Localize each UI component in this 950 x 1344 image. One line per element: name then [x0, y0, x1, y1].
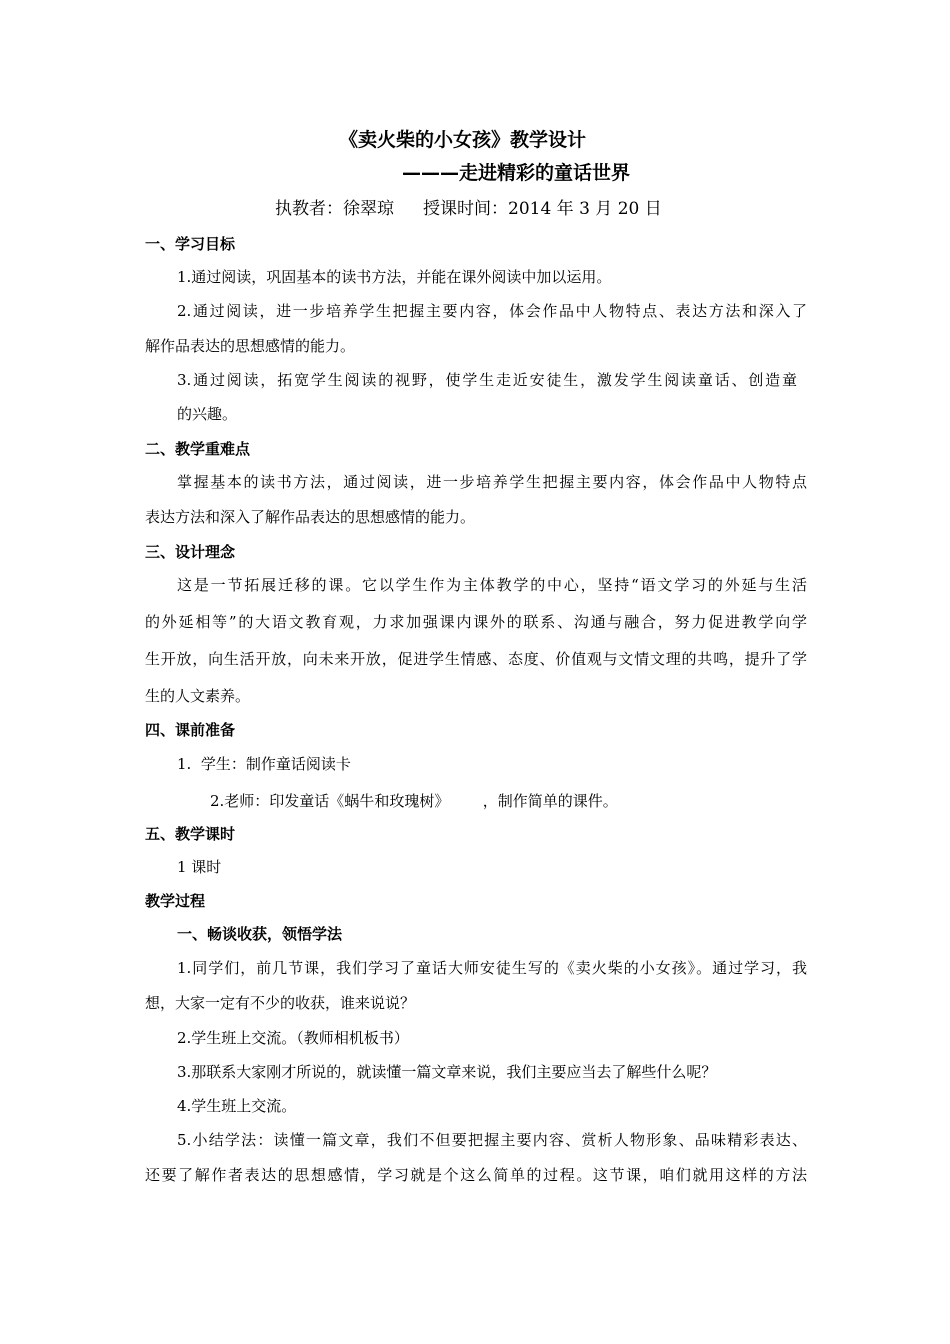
paragraph-line: 想，大家一定有不少的收获，谁来说说？	[145, 994, 416, 1012]
lesson-time: 授课时间：2014 年 3 月 20 日	[423, 199, 662, 219]
paragraph-line: 1 课时	[177, 858, 222, 876]
paragraph-line: 解作品表达的思想感情的能力。	[145, 337, 356, 355]
section-heading: 一、学习目标	[145, 235, 236, 253]
paragraph-line: 1.同学们，前几节课，我们学习了童话大师安徒生写的《卖火柴的小女孩》。通过学习，我	[177, 959, 807, 977]
section-heading: 教学过程	[145, 892, 206, 910]
paragraph-line: 2.通过阅读，进一步培养学生把握主要内容，体会作品中人物特点、表达方法和深入了	[177, 302, 807, 320]
subsection-heading: 一、畅谈收获，领悟学法	[177, 925, 343, 943]
paragraph-line: 生开放，向生活开放，向未来开放，促进学生情感、态度、价值观与文情文理的共鸣，提升了学	[145, 650, 807, 668]
paragraph-line: 生的人文素养。	[145, 687, 251, 705]
paragraph-line: 表达方法和深入了解作品表达的思想感情的能力。	[145, 508, 476, 526]
paragraph-line: 的外延相等”的大语文教育观，力求加强课内课外的联系、沟通与融合，努力促进教学向学	[145, 613, 807, 631]
paragraph-line: 还要了解作者表达的思想感情，学习就是个这么简单的过程。这节课，咱们就用这样的方法	[145, 1166, 807, 1184]
paragraph-line: 的兴趣。	[177, 405, 238, 423]
paragraph-line: 4.学生班上交流。	[177, 1097, 297, 1115]
paragraph-line: 1.通过阅读，巩固基本的读书方法，并能在课外阅读中加以运用。	[177, 268, 612, 286]
teacher-info: 执教者：徐翠琼	[275, 199, 394, 219]
paragraph-line: 这是一节拓展迁移的课。它以学生作为主体教学的中心，坚持“语文学习的外延与生活	[177, 576, 807, 594]
paragraph-line: 1. 学生：制作童话阅读卡	[177, 755, 351, 773]
section-heading: 四、课前准备	[145, 721, 236, 739]
paragraph-line: 2.老师：印发童话《蜗牛和玫瑰树》 ，制作简单的课件。	[210, 792, 618, 810]
document-subtitle: ———走进精彩的童话世界	[402, 162, 631, 184]
paragraph-line: 掌握基本的读书方法，通过阅读，进一步培养学生把握主要内容，体会作品中人物特点	[177, 473, 807, 491]
section-heading: 二、教学重难点	[145, 440, 251, 458]
paragraph-line: 3.那联系大家刚才所说的，就读懂一篇文章来说，我们主要应当去了解些什么呢？	[177, 1063, 717, 1081]
paragraph-line: 3.通过阅读，拓宽学生阅读的视野，使学生走近安徒生，激发学生阅读童话、创造童	[177, 371, 797, 389]
section-heading: 三、设计理念	[145, 543, 236, 561]
paragraph-line: 5.小结学法：读懂一篇文章，我们不但要把握主要内容、赏析人物形象、品味精彩表达、	[177, 1131, 807, 1149]
document-title: 《卖火柴的小女孩》教学设计	[339, 129, 587, 151]
paragraph-line: 2.学生班上交流。（教师相机板书）	[177, 1029, 409, 1047]
section-heading: 五、教学课时	[145, 825, 236, 843]
